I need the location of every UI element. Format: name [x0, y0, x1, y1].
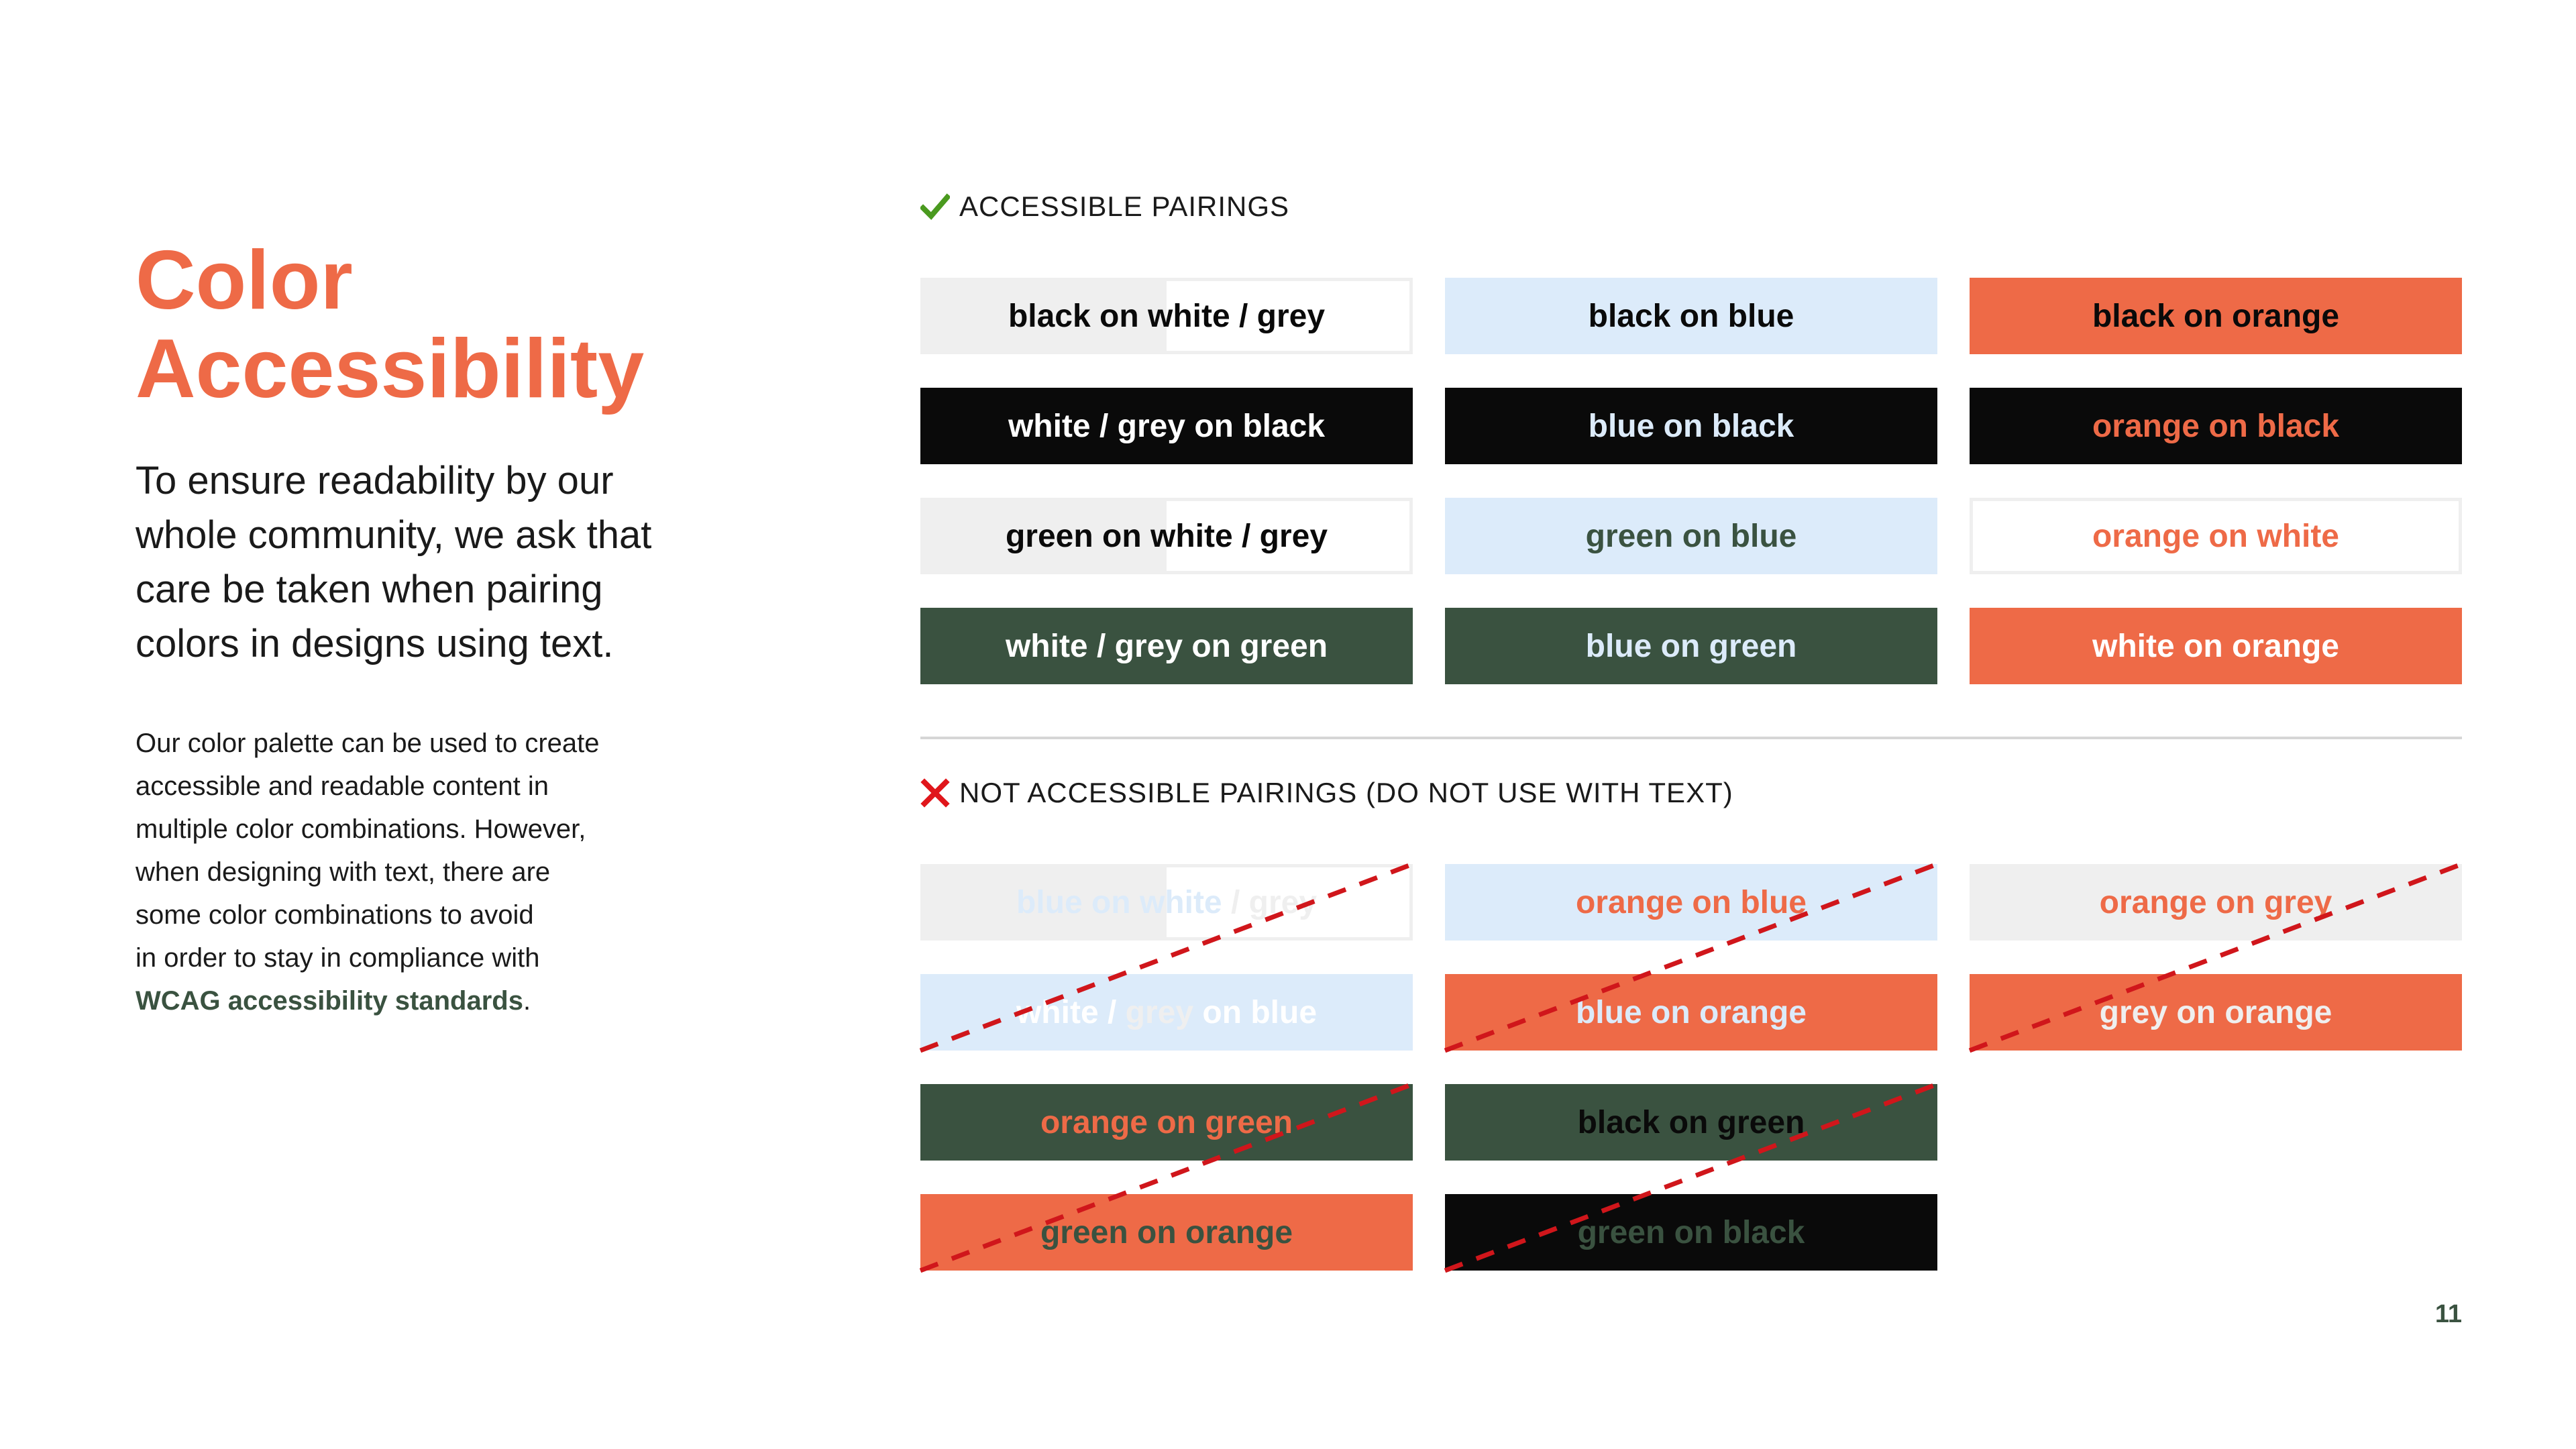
swatch-label: black on white / grey [1008, 298, 1326, 334]
body-line: when designing with text, there are [136, 857, 551, 887]
swatch-orange-on-white [1970, 498, 2462, 574]
swatch-orange-on-green [920, 1084, 1413, 1161]
swatch-orange-on-blue [1445, 864, 1937, 941]
body-line-last [136, 979, 686, 1022]
swatch-green-on-orange [920, 1194, 1413, 1271]
swatch-white-grey-on-green [920, 608, 1413, 684]
swatch-black-on-orange [1970, 278, 2462, 354]
swatch-green-on-black [1445, 1194, 1937, 1271]
swatch-label: white / grey on green [1005, 628, 1328, 664]
accessible-heading [920, 186, 1289, 227]
body-line: in order to stay in compliance with [136, 943, 540, 973]
section-divider [920, 737, 2462, 739]
swatch-label: orange on blue [1575, 884, 1807, 920]
page-title [136, 236, 806, 413]
lead-line: care be taken when pairing [136, 568, 603, 611]
swatch-green-on-blue [1445, 498, 1937, 574]
swatch-label: white on orange [2092, 628, 2339, 664]
lead-line: colors in designs using text. [136, 622, 614, 665]
swatch-white-on-orange [1970, 608, 2462, 684]
label-part: blue on white [1016, 884, 1222, 920]
swatch-label [1016, 994, 1317, 1031]
lead-line: To ensure readability by our [136, 459, 614, 502]
swatch-label: black on orange [2092, 298, 2340, 334]
wcag-link[interactable]: WCAG accessibility standards [136, 986, 523, 1016]
swatch-grey-on-orange [1970, 974, 2462, 1051]
cross-icon [920, 778, 950, 808]
label-part: white / [1016, 994, 1126, 1030]
swatch-white-grey-on-blue [920, 974, 1413, 1051]
swatch-label [1016, 884, 1317, 921]
swatch-label: green on orange [1040, 1214, 1293, 1250]
swatch-label: blue on black [1588, 408, 1794, 444]
label-part: / grey [1222, 884, 1318, 920]
swatch-label: orange on green [1040, 1104, 1293, 1140]
label-part: on blue [1193, 994, 1318, 1030]
check-icon [920, 192, 950, 221]
swatch-label: blue on green [1585, 628, 1797, 664]
body-period: . [523, 986, 531, 1016]
swatch-label: orange on grey [2099, 884, 2332, 920]
swatch-label: green on white / grey [1005, 518, 1328, 554]
swatch-white-grey-on-black [920, 388, 1413, 464]
swatch-green-on-white-grey [920, 498, 1413, 574]
title-line-2: Accessibility [136, 323, 645, 415]
body-paragraph [136, 722, 686, 1022]
title-line-1: Color [136, 234, 353, 327]
label-part: grey [1125, 994, 1194, 1030]
swatch-black-on-green [1445, 1084, 1937, 1161]
swatch-label: black on blue [1588, 298, 1794, 334]
swatch-blue-on-black [1445, 388, 1937, 464]
swatch-label: orange on black [2092, 408, 2340, 444]
swatch-orange-on-grey [1970, 864, 2462, 941]
lead-line: whole community, we ask that [136, 513, 652, 557]
swatch-label: green on blue [1585, 518, 1797, 554]
lead-paragraph [136, 453, 726, 671]
swatch-blue-on-orange [1445, 974, 1937, 1051]
not-accessible-heading [920, 773, 1733, 813]
accessible-heading-text: ACCESSIBLE PAIRINGS [959, 191, 1290, 222]
swatch-black-on-white-grey [920, 278, 1413, 354]
swatch-label: orange on white [2092, 518, 2339, 554]
swatch-black-on-blue [1445, 278, 1937, 354]
body-line: some color combinations to avoid [136, 900, 534, 930]
body-line: multiple color combinations. However, [136, 814, 586, 844]
swatch-label: grey on orange [2099, 994, 2332, 1030]
swatch-label: blue on orange [1575, 994, 1807, 1030]
body-line: Our color palette can be used to create [136, 729, 600, 758]
swatch-label: white / grey on black [1008, 408, 1326, 444]
not-accessible-heading-text: NOT ACCESSIBLE PAIRINGS (DO NOT USE WITH TEXT) [959, 777, 1733, 808]
body-line: accessible and readable content in [136, 771, 549, 801]
swatch-label: black on green [1577, 1104, 1805, 1140]
swatch-orange-on-black [1970, 388, 2462, 464]
page-number: 11 [2434, 1300, 2462, 1328]
swatch-blue-on-white-grey [920, 864, 1413, 941]
swatch-blue-on-green [1445, 608, 1937, 684]
swatch-label: green on black [1577, 1214, 1805, 1250]
